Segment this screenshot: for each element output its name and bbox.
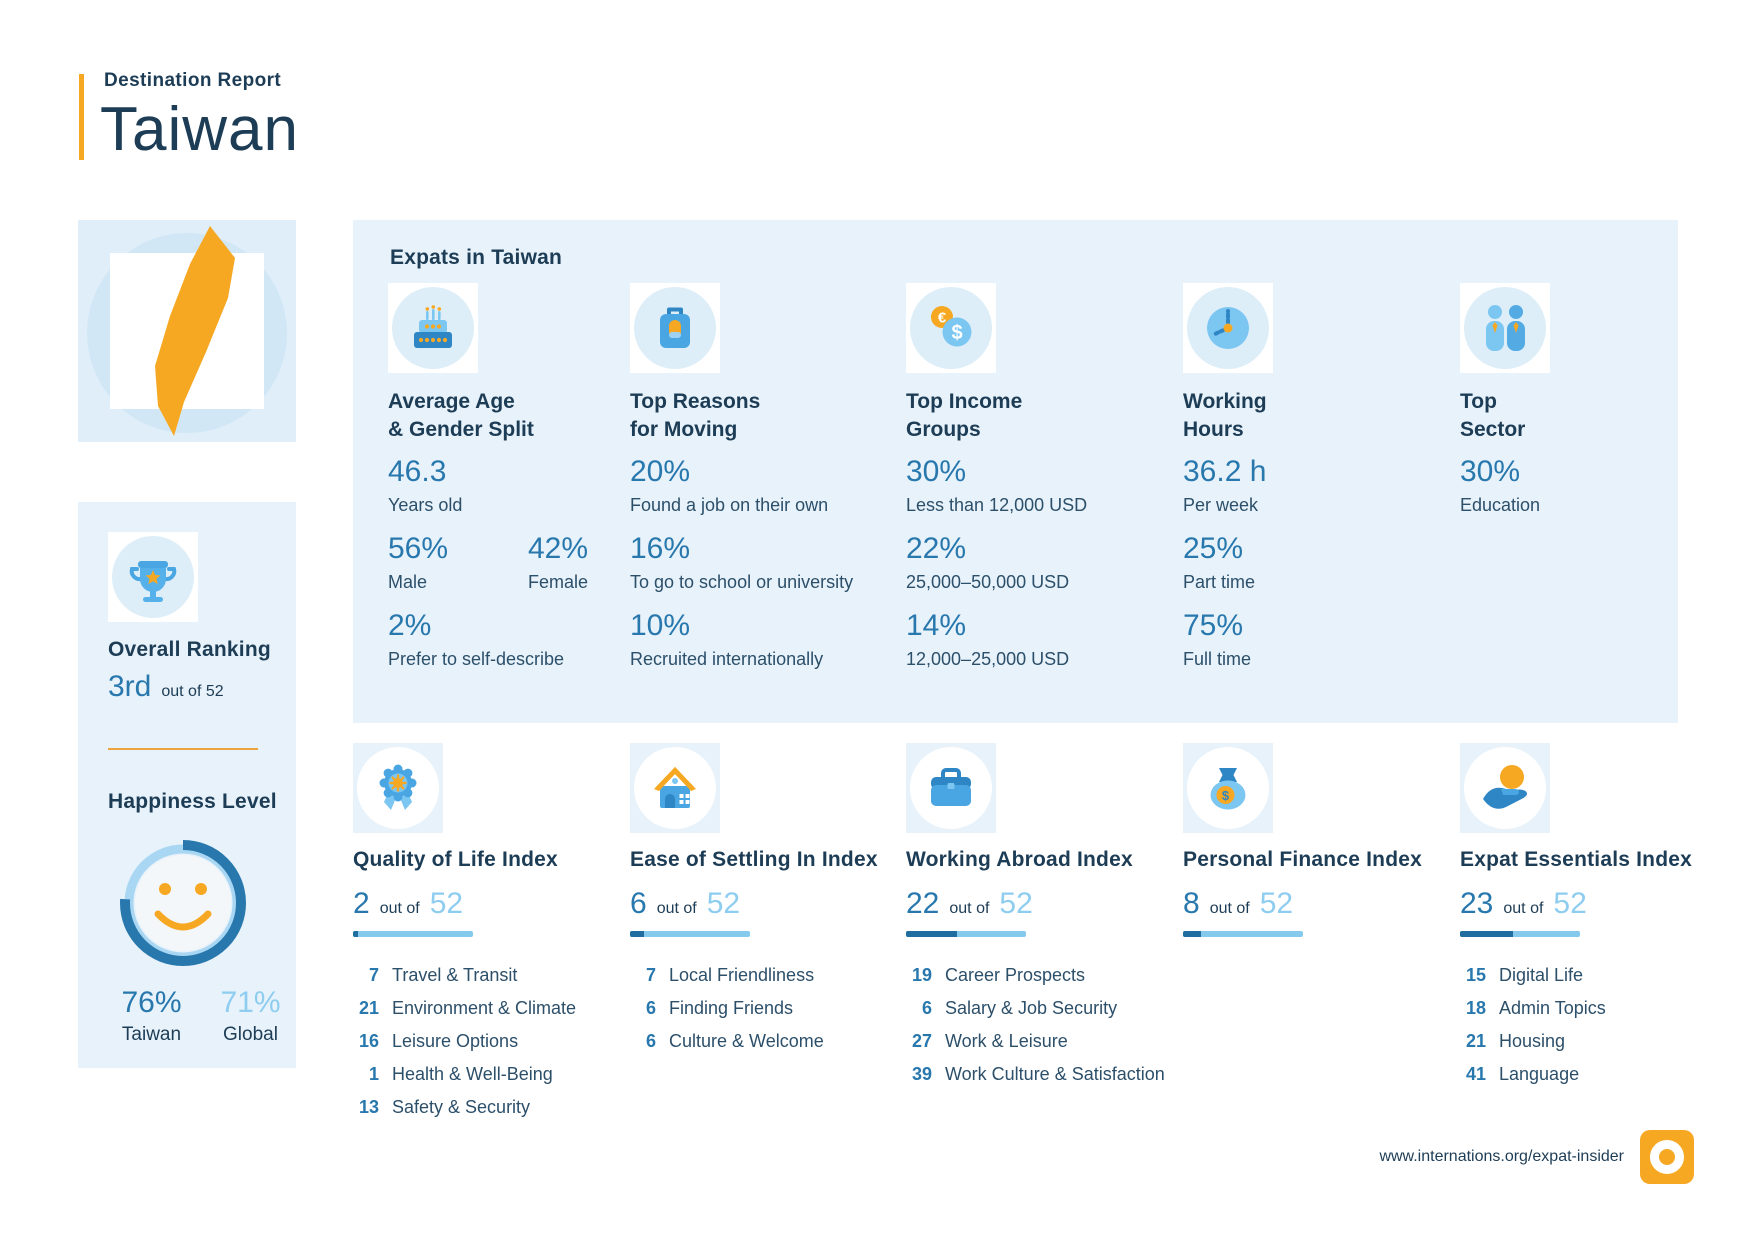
stat-label: 12,000–25,000 USD [906, 649, 1070, 669]
subcategory-rank: 18 [1465, 998, 1486, 1018]
index-subcategory [906, 1063, 1174, 1085]
stat-icon-tile [630, 283, 720, 373]
index-title: Expat Essentials Index [1460, 848, 1692, 871]
people-icon [1479, 302, 1531, 354]
svg-text:$: $ [951, 322, 963, 344]
stat-column-values [1460, 455, 1716, 518]
stat-label: Found a job on their own [630, 495, 829, 515]
subcategory-rank: 21 [358, 998, 379, 1018]
index-rank: 22 [906, 887, 940, 920]
index-progress-fill [1183, 931, 1201, 937]
stat-row [1183, 455, 1439, 518]
stat-value: 2% [388, 609, 432, 642]
footer-url[interactable]: www.internations.org/expat-insider [1379, 1148, 1624, 1165]
index-total: 52 [999, 887, 1033, 920]
happiness-global-label: Global [223, 1024, 278, 1045]
stat-icon-tile [906, 283, 996, 373]
index-subcategory [353, 1030, 621, 1052]
index-subcategory [1460, 1030, 1728, 1052]
index-progress-bar [1183, 931, 1303, 937]
trophy-icon [127, 551, 179, 603]
subcategory-label: Digital Life [1499, 965, 1584, 985]
index-icon-tile [353, 743, 443, 833]
overall-ranking-title: Overall Ranking [108, 638, 271, 661]
subcategory-rank: 7 [645, 965, 656, 985]
taiwan-map-icon [78, 220, 296, 442]
stat-column-title: Working Hours [1183, 390, 1267, 441]
subcategory-rank: 41 [1465, 1064, 1486, 1084]
index-subcategory [630, 997, 898, 1019]
stat-value: 56% [388, 532, 449, 565]
stat-value: 16% [630, 532, 691, 565]
stat-row [630, 455, 886, 518]
index-total: 52 [706, 887, 741, 920]
index-title: Personal Finance Index [1183, 848, 1422, 871]
stat-label: Male [388, 572, 428, 592]
overall-rank-suffix: out of 52 [161, 683, 224, 700]
subcategory-rank: 7 [368, 965, 379, 985]
stat-label: Female [528, 572, 589, 592]
index-out-of-label: out of [379, 900, 420, 917]
index-out-of-label: out of [656, 900, 697, 917]
index-subcategory [353, 1063, 621, 1085]
happiness-local-value: 76% [121, 986, 182, 1019]
ranking-card [78, 502, 296, 1068]
index-out-of-label: out of [1503, 900, 1544, 917]
expat-stat-column [388, 283, 644, 672]
hand-coin-icon [1479, 762, 1531, 814]
subcategory-rank: 1 [368, 1064, 379, 1084]
index-icon-tile [1183, 743, 1273, 833]
index-rank: 23 [1460, 887, 1494, 920]
clock-icon [1202, 302, 1254, 354]
expats-heading: Expats in Taiwan [390, 246, 563, 269]
stat-column-values [630, 455, 886, 672]
stat-row [1183, 532, 1439, 595]
stat-label: Less than 12,000 USD [906, 495, 1088, 515]
stat-label: Part time [1183, 572, 1256, 592]
index-rank-row [353, 887, 621, 921]
index-icon-tile [630, 743, 720, 833]
money-bag-icon [1202, 762, 1254, 814]
stat-icon-tile [1460, 283, 1550, 373]
stat-icon-tile [388, 283, 478, 373]
index-subcategory [353, 964, 621, 986]
index-card [630, 743, 898, 1063]
stat-row [388, 532, 644, 595]
expat-stat-column [1460, 283, 1716, 518]
subcategory-rank: 19 [911, 965, 932, 985]
index-subcategory-list [1460, 964, 1728, 1085]
index-subcategory [906, 1030, 1174, 1052]
index-rank: 2 [353, 887, 370, 920]
index-rank-row [1460, 887, 1728, 921]
stat-column-title: Top Income Groups [906, 390, 1023, 441]
subcategory-label: Work & Leisure [945, 1031, 1068, 1051]
subcategory-label: Environment & Climate [392, 998, 577, 1018]
subcategory-rank: 6 [645, 1031, 656, 1051]
stat-row [1460, 455, 1716, 518]
stat-row [630, 532, 886, 595]
stat-row [906, 455, 1162, 518]
briefcase-icon [925, 762, 977, 814]
index-rank-row [906, 887, 1174, 921]
index-title: Quality of Life Index [353, 848, 558, 871]
index-subcategory-list [353, 964, 621, 1118]
stat-label: Prefer to self-describe [388, 649, 565, 669]
stat-column-values [1183, 455, 1439, 672]
index-progress-fill [630, 931, 644, 937]
stat-row [388, 455, 644, 518]
taiwan-map-card [78, 220, 296, 442]
index-progress-bar [1460, 931, 1580, 937]
subcategory-rank: 39 [911, 1064, 932, 1084]
expat-stat-column [906, 283, 1162, 672]
index-rank: 6 [630, 887, 647, 920]
svg-text:€: € [937, 309, 947, 327]
stat-row [1183, 609, 1439, 672]
stat-value: 42% [528, 532, 589, 565]
stat-column-values [388, 455, 644, 672]
index-subcategory [906, 997, 1174, 1019]
stat-value: 46.3 [388, 455, 447, 488]
index-progress-fill [353, 931, 358, 937]
index-title: Ease of Settling In Index [630, 848, 878, 871]
stat-label: Education [1460, 495, 1541, 515]
stat-label: Full time [1183, 649, 1252, 669]
report-label: Destination Report [104, 70, 282, 91]
index-progress-bar [630, 931, 750, 937]
index-subcategory [353, 1096, 621, 1118]
stat-row [906, 532, 1162, 595]
happiness-values [102, 986, 300, 1046]
subcategory-label: Salary & Job Security [945, 998, 1118, 1018]
expats-panel [353, 220, 1678, 723]
stat-label: Years old [388, 495, 463, 515]
index-total: 52 [429, 887, 464, 920]
stat-label: Per week [1183, 495, 1259, 515]
internations-logo-icon [1640, 1130, 1694, 1184]
index-subcategory-list [906, 964, 1174, 1085]
index-subcategory [630, 964, 898, 986]
stat-row [630, 609, 886, 672]
subcategory-label: Culture & Welcome [669, 1031, 824, 1051]
subcategory-label: Leisure Options [392, 1031, 519, 1051]
subcategory-rank: 6 [921, 998, 932, 1018]
index-out-of-label: out of [949, 900, 990, 917]
index-subcategory [1460, 997, 1728, 1019]
index-total: 52 [1553, 887, 1587, 920]
index-title: Working Abroad Index [906, 848, 1133, 871]
happiness-local-label: Taiwan [121, 1024, 182, 1045]
stat-icon-tile [1183, 283, 1273, 373]
subcategory-label: Travel & Transit [392, 965, 518, 985]
overall-rank: 3rd [108, 670, 152, 703]
index-icon-tile [1460, 743, 1550, 833]
index-progress-bar [353, 931, 473, 937]
subcategory-label: Finding Friends [669, 998, 794, 1018]
index-out-of-label: out of [1209, 900, 1250, 917]
house-icon [649, 762, 701, 814]
stat-column-title: Top Reasons for Moving [630, 390, 761, 441]
subcategory-label: Language [1499, 1064, 1580, 1084]
subcategory-label: Health & Well-Being [392, 1064, 553, 1084]
stat-column-title: Average Age & Gender Split [388, 390, 534, 441]
index-card [1460, 743, 1728, 1096]
overall-ranking-value [108, 670, 224, 704]
index-rank-row [630, 887, 898, 921]
stat-label: 25,000–50,000 USD [906, 572, 1070, 592]
subcategory-label: Safety & Security [392, 1097, 531, 1117]
page-title: Taiwan [100, 95, 299, 164]
happiness-gauge [118, 834, 248, 975]
stat-value: 36.2 h [1183, 455, 1267, 488]
stat-value: 30% [906, 455, 967, 488]
coins-icon [925, 302, 977, 354]
subcategory-label: Work Culture & Satisfaction [945, 1064, 1165, 1084]
subcategory-label: Housing [1499, 1031, 1566, 1051]
index-progress-fill [1460, 931, 1513, 937]
stat-value: 10% [630, 609, 691, 642]
expat-stat-column [1183, 283, 1439, 672]
subcategory-label: Admin Topics [1499, 998, 1606, 1018]
stat-value: 14% [906, 609, 967, 642]
happiness-title: Happiness Level [108, 790, 277, 813]
stat-value: 75% [1183, 609, 1244, 642]
stat-row [388, 609, 644, 672]
trophy-tile [108, 532, 198, 622]
stat-row [906, 609, 1162, 672]
index-subcategory [630, 1030, 898, 1052]
index-total: 52 [1259, 887, 1294, 920]
index-rank: 8 [1183, 887, 1200, 920]
stat-label: To go to school or university [630, 572, 854, 592]
stat-value: 20% [630, 455, 691, 488]
index-subcategory [1460, 964, 1728, 986]
happiness-global-value: 71% [220, 986, 281, 1019]
stat-column-title: Top Sector [1460, 390, 1526, 441]
index-card [1183, 743, 1451, 964]
subcategory-label: Career Prospects [945, 965, 1086, 985]
index-subcategory-list [630, 964, 898, 1052]
divider [108, 748, 258, 750]
stat-value: 22% [906, 532, 967, 565]
subcategory-rank: 16 [358, 1031, 379, 1051]
subcategory-rank: 13 [358, 1097, 379, 1117]
stat-column-values [906, 455, 1162, 672]
subcategory-rank: 15 [1465, 965, 1486, 985]
index-icon-tile [906, 743, 996, 833]
index-progress-bar [906, 931, 1026, 937]
stat-value: 30% [1460, 455, 1521, 488]
index-subcategory [1460, 1063, 1728, 1085]
subcategory-rank: 6 [645, 998, 656, 1018]
subcategory-rank: 27 [911, 1031, 932, 1051]
cake-icon [407, 302, 459, 354]
subcategory-label: Local Friendliness [669, 965, 815, 985]
subcategory-rank: 21 [1465, 1031, 1486, 1051]
index-card [353, 743, 621, 1129]
stat-value: 25% [1183, 532, 1244, 565]
accent-bar [79, 74, 84, 160]
suitcase-icon [649, 302, 701, 354]
index-subcategory [353, 997, 621, 1019]
index-subcategory [906, 964, 1174, 986]
svg-text:$: $ [1221, 788, 1230, 803]
index-rank-row [1183, 887, 1451, 921]
index-progress-fill [906, 931, 957, 937]
medal-icon [372, 762, 424, 814]
index-card [906, 743, 1174, 1096]
stat-label: Recruited internationally [630, 649, 824, 669]
expat-stat-column [630, 283, 886, 672]
